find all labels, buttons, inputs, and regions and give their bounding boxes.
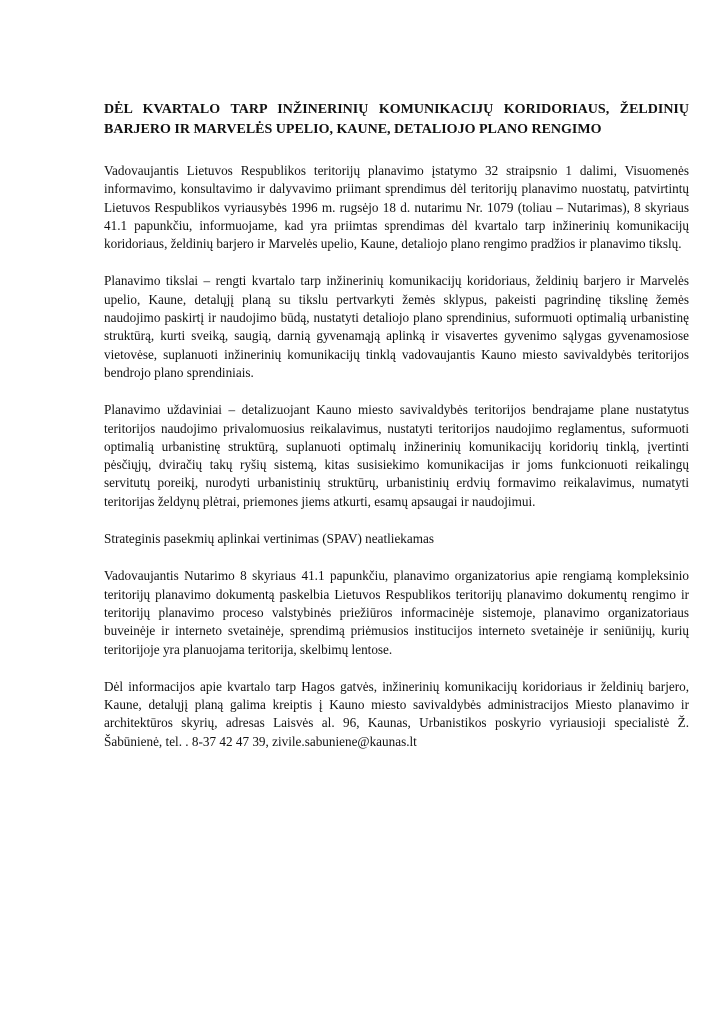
paragraph-contact-info: Dėl informacijos apie kvartalo tarp Hagos gatvės, inžinerinių komunikacijų koridoriaus ir želdinių barjero, Kaune, detalųjį planą galima kreiptis į Kauno miesto savivaldybės administracijos Miesto planavimo ir architektūros skyrių, adresas Laisvės al. 96, Kaunas, Urbanistikos poskyrio vyriausioji specialistė Ž. Šabūnienė, tel. . 8-37 42 47 39, zivile.sabuniene@kaunas.lt	[104, 678, 689, 749]
paragraph-planning-tasks: Planavimo uždaviniai – detalizuojant Kauno miesto savivaldybės teritorijos bendrajame plane nustatytus teritorijos naudojimo privalomuosius reikalavimus, nustatyti teritorijos naudojimo reglamentus, suformuoti optimalią urbanistinę struktūrą, suplanuoti optimalų inžinerinių komunikacijų koridorių tinklą, įvertinti pėsčiųjų, dviračių takų ryšių sistemą, kitas susisiekimo komunikacijas ir joms funkcionuoti reikalingų servitutų poreikį, nurodyti urbanistinių struktūrų, urbanistinių erdvių formavimo reikalavimus, numatyti teritorijas želdynų plėtrai, priemones jiems atkurti, esamų apsaugai ir naudojimui.	[104, 402, 689, 509]
document-page	[104, 100, 689, 770]
paragraph-planning-goals: Planavimo tikslai – rengti kvartalo tarp inžinerinių komunikacijų koridoriaus, želdinių barjero ir Marvelės upelio, Kaune, detalųjį planą su tikslu pertvarkyti žemės sklypus, pakeisti pagrindinę tikslinę žemės naudojimo paskirtį ir naudojimo būdą, nustatyti detaliojo plano sprendinius, suformuoti optimalią urbanistinę struktūrą, kurti sveiką, saugią, darnią gyvenamąją aplinką ir visavertes gyvenimo sąlygas gyvenamosiose vietovėse, suplanuoti inžinerinių komunikacijų tinklą vadovaujantis Kauno miesto savivaldybės teritorijos bendrojo plano sprendiniais.	[104, 273, 689, 380]
paragraph-legal-basis: Vadovaujantis Lietuvos Respublikos teritorijų planavimo įstatymo 32 straipsnio 1 dalimi, Visuomenės informavimo, konsultavimo ir dalyvavimo priimant sprendimus dėl teritorijų planavimo nuostatų, patvirtintų Lietuvos Respublikos vyriausybės 1996 m. rugsėjo 18 d. nutarimu Nr. 1079 (toliau – Nutarimas), 8 skyriaus 41.1 papunkčiu, informuojame, kad yra priimtas sprendimas dėl kvartalo tarp inžinerinių komunikacijų koridoriaus, želdinių barjero ir Marvelės upelio, Kaune, detaliojo plano rengimo pradžios ir planavimo tikslų.	[104, 163, 689, 252]
document-title: DĖL KVARTALO TARP INŽINERINIŲ KOMUNIKACIJŲ KORIDORIAUS, ŽELDINIŲ BARJERO IR MARVELĖS UPELIO, KAUNE, DETALIOJO PLANO RENGIMO	[104, 102, 689, 137]
paragraph-publication: Vadovaujantis Nutarimo 8 skyriaus 41.1 papunkčiu, planavimo organizatorius apie rengiamą kompleksinio teritorijų planavimo dokumentą paskelbia Lietuvos Respublikos teritorijų planavimo dokumentų rengimo ir teritorijų planavimo proceso valstybinės priežiūros informacinėje sistemoje, planavimo organizatoriaus buveinėje ir interneto svetainėje, sprendimą priėmusios institucijos interneto svetainėje ir seniūnijų, kurių teritorijoje yra planuojama teritorija, skelbimų lentose.	[104, 568, 689, 657]
paragraph-spav: Strateginis pasekmių aplinkai vertinimas (SPAV) neatliekamas	[104, 531, 435, 547]
